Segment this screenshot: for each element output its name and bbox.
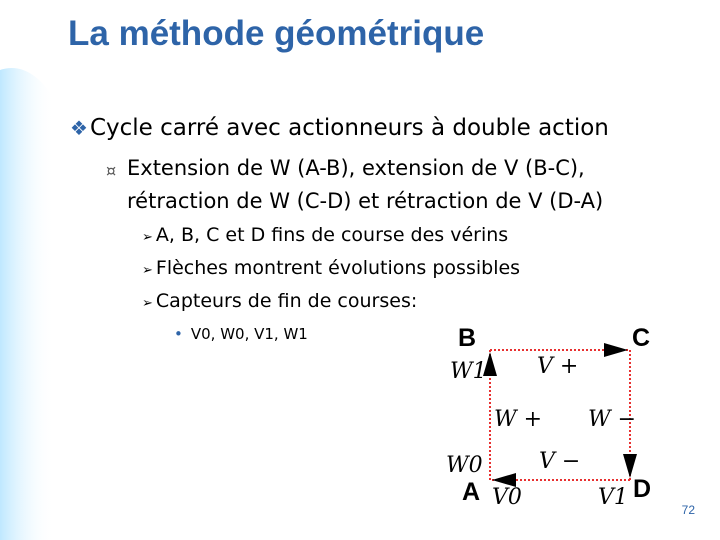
edge-label-top: V +: [537, 354, 579, 379]
bullet-level1: [70, 115, 609, 141]
bullet-level3-item: [142, 224, 508, 246]
slide-title: La méthode géométrique: [68, 14, 485, 53]
edge-label-left: W +: [494, 407, 543, 432]
currency-bullet-icon: ¤: [106, 161, 117, 180]
corner-label-b: B: [458, 324, 477, 352]
corner-label-a: A: [462, 478, 481, 506]
bullet-level3-text: Capteurs de fin de courses:: [155, 290, 418, 312]
bullet-level3-text: A, B, C et D fins de course des vérins: [155, 224, 509, 246]
bullet-level3-item: [142, 257, 520, 279]
bullet-level3-item: [142, 290, 417, 312]
bullet-level2: [106, 152, 603, 218]
state-diagram: [440, 318, 670, 518]
sensor-label-v0: V0: [492, 485, 522, 510]
diamond-bullet-icon: ❖: [70, 116, 88, 140]
arrow-bullet-icon: ➢: [142, 230, 153, 245]
corner-label-d: D: [633, 475, 652, 503]
bullet-level4: [174, 325, 308, 343]
bullet-level4-text: V0, W0, V1, W1: [190, 325, 308, 343]
bullet-level2-line1: Extension de W (A-B), extension de V (B-C),: [127, 156, 585, 180]
edge-label-bottom: V −: [539, 449, 581, 474]
sensor-label-v1: V1: [598, 485, 628, 510]
corner-label-c: C: [632, 324, 651, 352]
arrow-bullet-icon: ➢: [142, 296, 153, 311]
arrowhead-right-icon: [604, 343, 628, 357]
bullet-level2-line2: rétraction de W (C-D) et rétraction de V (D-A): [127, 189, 604, 213]
sensor-label-w0: W0: [446, 453, 483, 478]
bullet-level1-text: Cycle carré avec actionneurs à double action: [89, 115, 609, 141]
bullet-level3-text: Flèches montrent évolutions possibles: [155, 257, 521, 279]
edge-label-right: W −: [588, 407, 637, 432]
arrow-bullet-icon: ➢: [142, 263, 153, 278]
page-number: 72: [681, 503, 695, 517]
dot-bullet-icon: •: [174, 325, 183, 343]
sensor-label-w1: W1: [450, 359, 487, 384]
